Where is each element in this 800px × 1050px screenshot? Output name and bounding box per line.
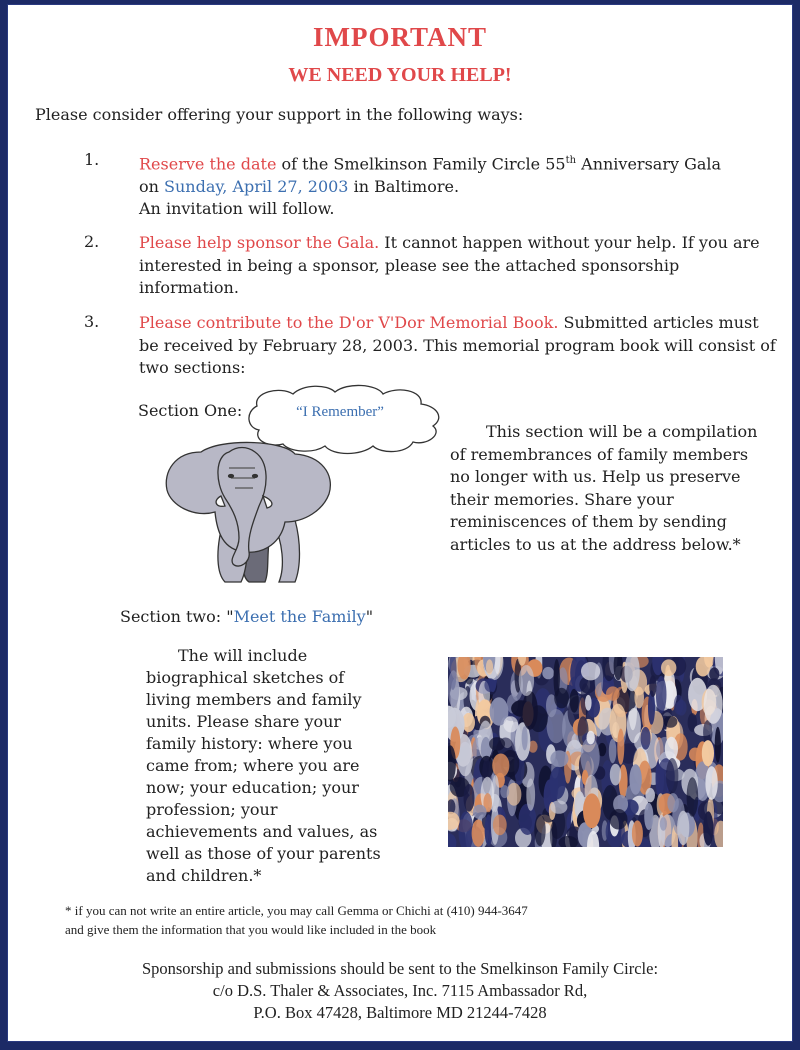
penguin-texture-blob bbox=[649, 675, 656, 697]
item-3-highlight: Please contribute to the D'or V'Dor Memorial Book. bbox=[139, 313, 559, 332]
section-two-title: Meet the Family bbox=[233, 607, 366, 626]
penguin-texture-blob bbox=[549, 767, 565, 800]
penguin-texture-blob bbox=[715, 727, 721, 763]
penguin-texture-blob bbox=[492, 754, 509, 778]
penguin-texture-blob bbox=[464, 784, 475, 812]
penguin-texture-blob bbox=[484, 678, 495, 692]
penguin-texture-blob bbox=[667, 793, 679, 812]
item-3-body: Submitted articles must be received by February 28, 2003. This memorial program book will consist of two sections: bbox=[139, 313, 776, 377]
penguin-texture-blob bbox=[665, 737, 678, 761]
penguin-texture-blob bbox=[705, 766, 717, 800]
penguin-colony-image bbox=[448, 657, 723, 847]
penguin-texture-blob bbox=[606, 686, 620, 700]
penguin-photo bbox=[448, 657, 723, 847]
penguin-texture-blob bbox=[550, 750, 568, 767]
penguin-texture-blob bbox=[526, 779, 535, 811]
penguin-texture-blob bbox=[486, 659, 493, 674]
item-3-number: 3. bbox=[84, 312, 100, 331]
penguin-texture-blob bbox=[583, 793, 601, 828]
section-two-label bbox=[120, 607, 373, 626]
item-1-line3: An invitation will follow. bbox=[139, 199, 335, 219]
intro-text: Please consider offering your support in the following ways: bbox=[35, 105, 524, 124]
item-1-number: 1. bbox=[84, 150, 100, 169]
subtitle-help: WE NEED YOUR HELP! bbox=[288, 64, 512, 86]
footnote bbox=[65, 901, 528, 939]
penguin-texture-blob bbox=[519, 665, 534, 696]
penguin-texture-blob bbox=[629, 764, 641, 795]
penguin-texture-blob bbox=[503, 716, 518, 732]
penguin-texture-blob bbox=[587, 731, 595, 745]
penguin-texture-blob bbox=[709, 667, 719, 680]
penguin-texture-blob bbox=[704, 685, 723, 724]
penguin-texture-blob bbox=[585, 695, 592, 711]
penguin-texture-blob bbox=[610, 764, 621, 786]
penguin-texture-blob bbox=[609, 809, 627, 830]
penguin-texture-blob bbox=[645, 788, 655, 802]
item-1-text bbox=[139, 150, 779, 221]
section-two-description bbox=[146, 645, 391, 887]
item-2-body: It cannot happen without your help. If you are interested in being a sponsor, please see the attached sponsorship information. bbox=[139, 233, 760, 297]
penguin-texture-blob bbox=[609, 739, 617, 763]
section-one-label: Section One: bbox=[138, 401, 243, 420]
penguin-texture-blob bbox=[522, 726, 528, 750]
penguin-texture-blob bbox=[656, 676, 667, 714]
item-1-date: Sunday, April 27, 2003 bbox=[164, 176, 349, 196]
penguin-texture-blob bbox=[632, 820, 643, 846]
penguin-texture-blob bbox=[660, 817, 667, 831]
penguin-texture-blob bbox=[542, 667, 554, 679]
penguin-texture-blob bbox=[473, 805, 487, 820]
flyer-page bbox=[7, 4, 793, 1042]
section-two-label-prefix: Section two: " bbox=[120, 607, 234, 626]
section-one-title: “I Remember” bbox=[296, 404, 384, 420]
penguin-texture-blob bbox=[570, 689, 579, 713]
penguin-texture-blob bbox=[661, 659, 676, 676]
item-2-highlight: Please help sponsor the Gala. bbox=[139, 233, 380, 252]
address-line-1: Sponsorship and submissions should be sent to the Smelkinson Family Circle: bbox=[141, 959, 659, 978]
section-one-description-text: This section will be a compilation of remembrances of family members no longer with us. Help us preserve their memories. Share your reminiscences of them by sending articles to us at the address below.* bbox=[450, 422, 758, 554]
penguin-texture-blob bbox=[666, 758, 678, 794]
title-important: IMPORTANT bbox=[312, 22, 488, 52]
penguin-texture-blob bbox=[493, 815, 507, 836]
section-one-description bbox=[450, 421, 770, 556]
item-1-text-b: Anniversary Gala bbox=[576, 154, 722, 174]
item-2-number: 2. bbox=[84, 232, 100, 251]
penguin-texture-blob bbox=[687, 777, 699, 816]
penguin-texture-blob bbox=[627, 708, 641, 743]
item-1-text-a: of the Smelkinson Family Circle 55 bbox=[276, 154, 566, 174]
penguin-texture-blob bbox=[448, 670, 459, 707]
penguin-texture-blob bbox=[500, 785, 509, 798]
penguin-texture-blob bbox=[554, 688, 569, 709]
penguin-texture-blob bbox=[519, 804, 537, 835]
address-line-2: c/o D.S. Thaler & Associates, Inc. 7115 Ambassador Rd, bbox=[212, 981, 588, 1000]
penguin-texture-blob bbox=[689, 748, 701, 762]
penguin-texture-blob bbox=[581, 662, 600, 680]
penguin-texture-blob bbox=[617, 729, 624, 765]
item-1-line2-prefix: on bbox=[139, 176, 165, 196]
penguin-texture-blob bbox=[534, 814, 545, 846]
elephant-icon bbox=[166, 442, 330, 582]
penguin-texture-blob bbox=[489, 737, 505, 751]
penguin-texture-blob bbox=[522, 691, 538, 730]
item-2-text bbox=[139, 232, 769, 300]
item-3-text bbox=[139, 312, 779, 380]
penguin-texture-blob bbox=[674, 695, 684, 715]
item-1-sup: th bbox=[565, 155, 577, 166]
section-two-label-close: " bbox=[365, 607, 374, 626]
penguin-texture-blob bbox=[550, 800, 567, 813]
penguin-texture-blob bbox=[634, 687, 644, 709]
mailing-address bbox=[7, 958, 793, 1024]
penguin-texture-blob bbox=[702, 740, 714, 766]
item-1-highlight: Reserve the date bbox=[139, 154, 277, 174]
penguin-texture-blob bbox=[696, 657, 711, 677]
penguin-texture-blob bbox=[547, 709, 566, 743]
footnote-line-2: and give them the information that you would like included in the book bbox=[65, 922, 437, 937]
footnote-line-1: * if you can not write an entire article, you may call Gemma or Chichi at (410) 944-3647 bbox=[65, 903, 528, 918]
penguin-texture-blob bbox=[641, 727, 651, 750]
item-1-line2-suffix: in Baltimore. bbox=[348, 176, 460, 196]
section-two-description-text: The will include biographical sketches of living members and family units. Please share your family history: where you came from; where you are now; your education; your profession; your achievements and values, as well as those of your parents and children.* bbox=[146, 646, 381, 885]
penguin-texture-blob bbox=[703, 811, 713, 845]
penguin-texture-blob bbox=[644, 803, 653, 830]
penguin-texture-blob bbox=[664, 716, 678, 728]
penguin-texture-blob bbox=[677, 811, 689, 846]
penguin-texture-blob bbox=[507, 783, 522, 806]
elephant-illustration bbox=[155, 382, 465, 592]
address-line-3: P.O. Box 47428, Baltimore MD 21244-7428 bbox=[253, 1003, 547, 1022]
